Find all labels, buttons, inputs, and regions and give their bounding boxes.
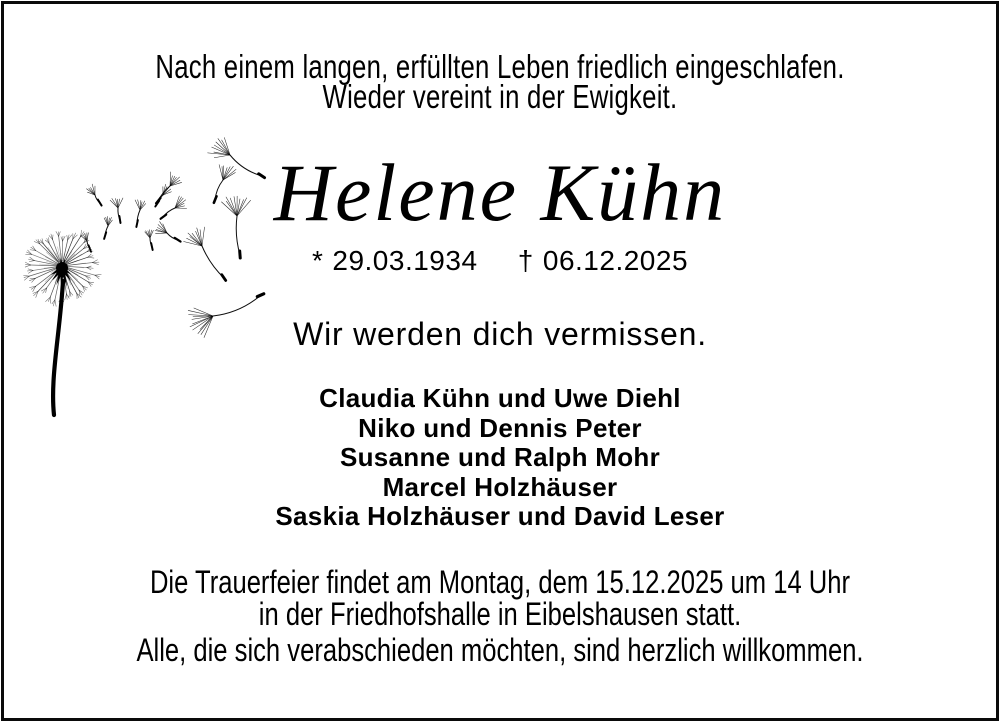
mourners-list	[0, 384, 1000, 532]
funeral-info-line-2: in der Friedhofshalle in Eibelshausen statt.	[258, 596, 742, 632]
mourner-name: Niko und Dennis Peter	[358, 412, 642, 443]
life-dates	[0, 245, 1000, 277]
funeral-info-line-1: Die Trauerfeier findet am Montag, dem 15.12.2025 um 14 Uhr	[149, 564, 851, 600]
death-date-group	[518, 245, 688, 277]
farewell-message: Wir werden dich vermissen.	[293, 316, 707, 352]
epitaph	[0, 48, 1000, 115]
mourner-name: Saskia Holzhäuser und David Leser	[275, 501, 725, 531]
birth-date-group	[312, 245, 486, 276]
mourner-name: Susanne und Ralph Mohr	[339, 442, 661, 472]
epitaph-line-1: Nach einem langen, erfüllten Leben friedlich eingeschlafen.	[155, 48, 845, 85]
epitaph-line-2: Wieder vereint in der Ewigkeit.	[322, 78, 678, 115]
deceased-name: Helene Kühn	[273, 147, 727, 238]
death-date: 06.12.2025	[542, 245, 689, 276]
funeral-info	[0, 566, 1000, 630]
birth-date: 29.03.1934	[332, 245, 478, 276]
mourner-name: Claudia Kühn und Uwe Diehl	[319, 383, 681, 413]
birth-star-symbol: *	[311, 245, 324, 276]
mourner-name: Marcel Holzhäuser	[382, 471, 618, 502]
death-cross-symbol: †	[517, 245, 534, 276]
welcome-message: Alle, die sich verabschieden möchten, sind herzlich willkommen.	[136, 632, 864, 668]
